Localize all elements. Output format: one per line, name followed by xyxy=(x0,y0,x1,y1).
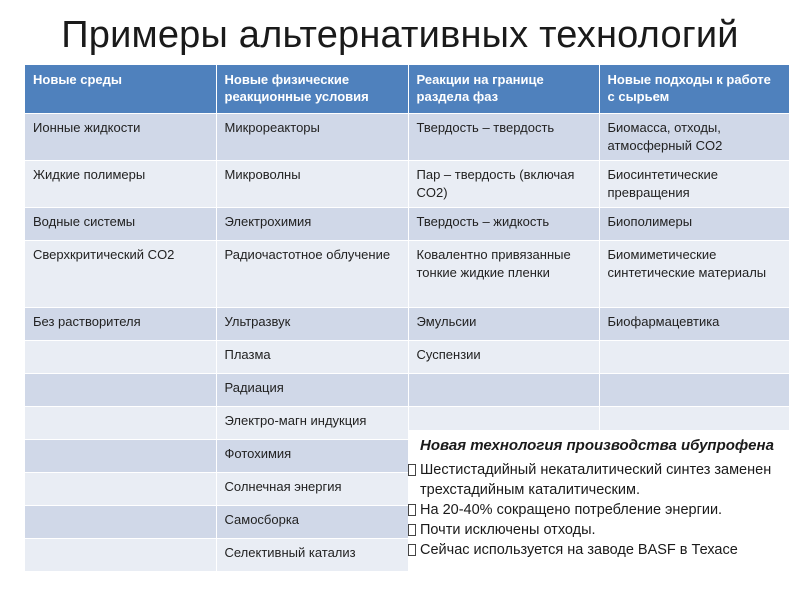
table-cell xyxy=(25,539,216,572)
ibuprofen-note xyxy=(408,430,793,600)
table-cell: Микрореакторы xyxy=(216,114,408,161)
table-cell xyxy=(25,407,216,440)
table-cell: Радиочастотное облучение xyxy=(216,241,408,308)
note-item-text: Почти исключены отходы. xyxy=(420,522,596,538)
table-cell: Ионные жидкости xyxy=(25,114,216,161)
note-item xyxy=(408,540,793,560)
column-header: Новые подходы к работе с сырьем xyxy=(599,65,789,114)
table-cell xyxy=(25,374,216,407)
table-cell: Биомасса, отходы, атмосферный CO2 xyxy=(599,114,789,161)
table-cell xyxy=(25,506,216,539)
table-row xyxy=(25,308,789,341)
table-cell xyxy=(599,341,789,374)
table-row xyxy=(25,341,789,374)
table-cell: Самосборка xyxy=(216,506,408,539)
table-cell: Пар – твердость (включая CO2) xyxy=(408,161,599,208)
table-cell xyxy=(25,473,216,506)
table-header-row xyxy=(25,65,789,114)
note-item xyxy=(408,520,793,540)
note-item xyxy=(408,460,793,500)
table-cell: Биомиметические синтетические материалы xyxy=(599,241,789,308)
table-cell: Биополимеры xyxy=(599,208,789,241)
column-header: Реакции на границе раздела фаз xyxy=(408,65,599,114)
table-cell: Ультразвук xyxy=(216,308,408,341)
table-cell: Радиация xyxy=(216,374,408,407)
page-title: Примеры альтернативных технологий xyxy=(61,14,739,56)
table-row xyxy=(25,241,789,308)
table-cell: Плазма xyxy=(216,341,408,374)
note-item-text: Шестистадийный некаталитический синтез заменен трехстадийным каталитическим. xyxy=(420,462,772,498)
table-cell: Твердость – жидкость xyxy=(408,208,599,241)
bullet-icon xyxy=(408,464,416,476)
table-cell: Солнечная энергия xyxy=(216,473,408,506)
table-cell: Электро-магн индукция xyxy=(216,407,408,440)
note-list xyxy=(408,460,793,560)
note-title: Новая технология производства ибупрофена xyxy=(420,437,774,454)
table-cell: Твердость – твердость xyxy=(408,114,599,161)
table-cell: Суспензии xyxy=(408,341,599,374)
table-cell xyxy=(599,374,789,407)
table-cell: Селективный катализ xyxy=(216,539,408,572)
column-header: Новые среды xyxy=(25,65,216,114)
table-cell: Микроволны xyxy=(216,161,408,208)
table-row xyxy=(25,114,789,161)
note-item-text: На 20-40% сокращено потребление энергии. xyxy=(420,502,723,518)
note-item xyxy=(408,500,793,520)
table-cell: Водные системы xyxy=(25,208,216,241)
table-row xyxy=(25,208,789,241)
table-cell xyxy=(25,440,216,473)
table-row xyxy=(25,374,789,407)
table-cell xyxy=(25,341,216,374)
bullet-icon xyxy=(408,524,416,536)
column-header: Новые физические реакционные условия xyxy=(216,65,408,114)
table-cell: Электрохимия xyxy=(216,208,408,241)
table-cell: Сверхкритический CO2 xyxy=(25,241,216,308)
table-cell: Биосинтетические превращения xyxy=(599,161,789,208)
table-row xyxy=(25,161,789,208)
table-cell: Жидкие полимеры xyxy=(25,161,216,208)
bullet-icon xyxy=(408,504,416,516)
table-cell: Биофармацевтика xyxy=(599,308,789,341)
table-cell: Без растворителя xyxy=(25,308,216,341)
table-cell: Ковалентно привязанные тонкие жидкие пленки xyxy=(408,241,599,308)
note-item-text: Сейчас используется на заводе BASF в Техасе xyxy=(420,542,738,558)
bullet-icon xyxy=(408,544,416,556)
table-cell xyxy=(408,374,599,407)
table-cell: Фотохимия xyxy=(216,440,408,473)
table-cell: Эмульсии xyxy=(408,308,599,341)
